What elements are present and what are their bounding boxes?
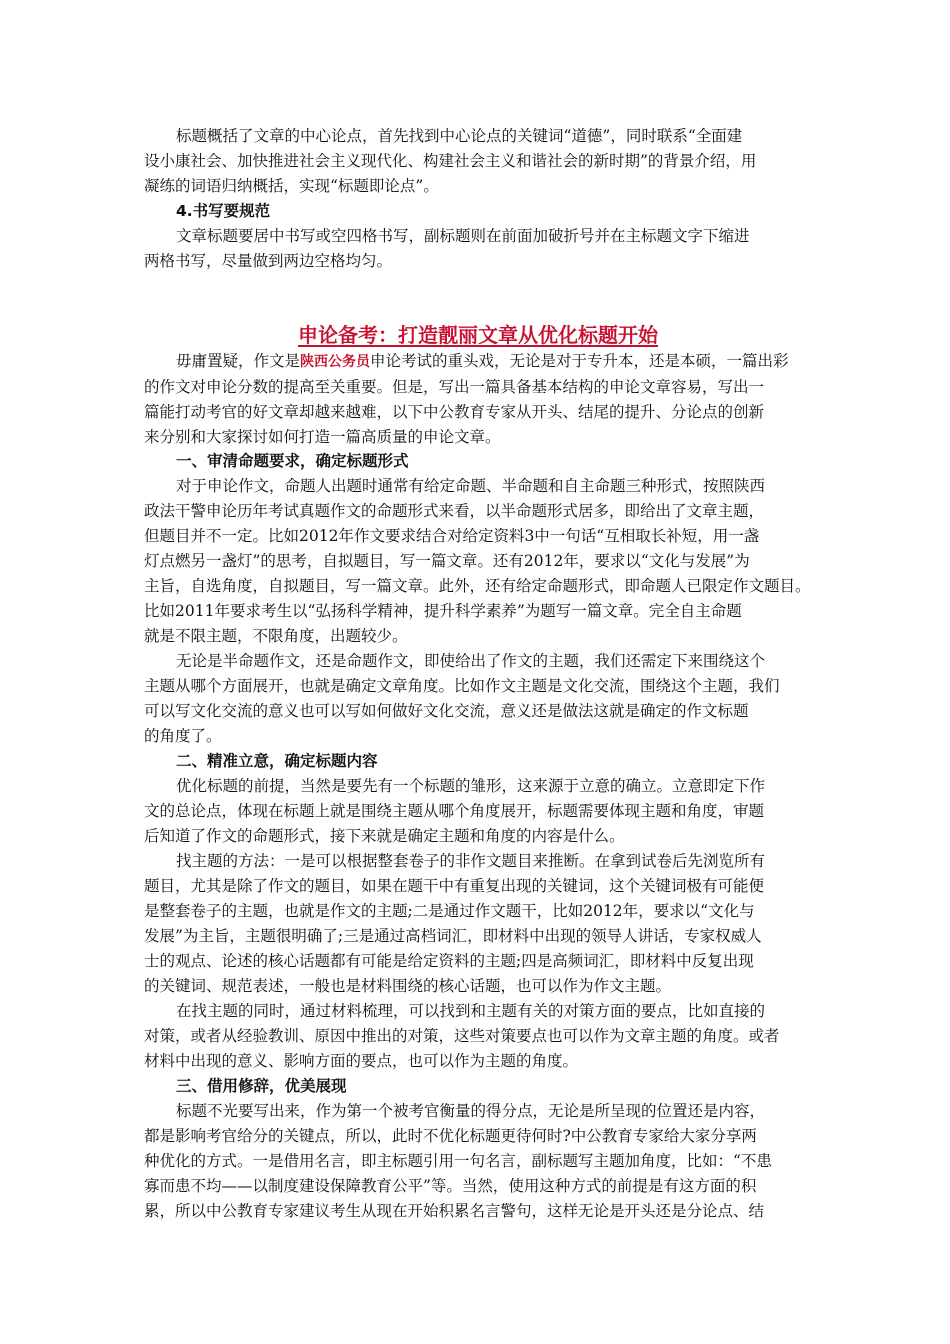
text-line: 设小康社会、加快推进社会主义现代化、构建社会主义和谐社会的新时期”的背景介绍，用 [144, 152, 757, 170]
text-line: 灯点燃另一盏灯”的思考，自拟题目，写一篇文章。还有2012年，要求以“文化与发展”为 [144, 552, 750, 570]
text-line: 发展”为主旨，主题很明确了;三是通过高档词汇，即材料中出现的领导人讲话，专家权威人 [144, 927, 762, 945]
intro-paragraph [144, 124, 812, 199]
text-line: 凝练的词语归纳概括，实现“标题即论点”。 [144, 177, 439, 195]
text-line: 政法干警申论历年考试真题作文的命题形式来看，以半命题形式居多，即给出了文章主题， [144, 502, 765, 520]
text-line: 的关键词、规范表述，一般也是材料围绕的核心话题，也可以作为作文主题。 [144, 977, 672, 995]
section-1-paragraph-1 [144, 474, 812, 649]
section-3-paragraph-1 [144, 1099, 812, 1224]
section-2-paragraph-2 [144, 849, 812, 999]
text-line: 累，所以中公教育专家建议考生从现在开始积累名言警句，这样无论是开头还是分论点、结 [144, 1202, 765, 1220]
section-2-paragraph-1 [144, 774, 812, 849]
section-2-paragraph-3 [144, 999, 812, 1074]
text-line: 但题目并不一定。比如2012年作文要求结合对给定资料3中一句话“互相取长补短，用一盏 [144, 527, 760, 545]
text-line: 标题概括了文章的中心论点，首先找到中心论点的关键词“道德”，同时联系“全面建 [176, 127, 743, 145]
text-line: 主题从哪个方面展开，也就是确定文章角度。比如作文主题是文化交流，围绕这个主题，我们 [144, 677, 780, 695]
text-line: 文章标题要居中书写或空四格书写，副标题则在前面加破折号并在主标题文字下缩进 [176, 227, 750, 245]
text-line: 题目，尤其是除了作文的题目，如果在题干中有重复出现的关键词，这个关键词极有可能便 [144, 877, 765, 895]
text-line: 寡而患不均——以制度建设保障教育公平”等。当然，使用这种方式的前提是有这方面的积 [144, 1177, 757, 1195]
text-line: 优化标题的前提，当然是要先有一个标题的雏形，这来源于立意的确立。立意即定下作 [176, 777, 766, 795]
text-line: 对于申论作文，命题人出题时通常有给定命题、半命题和自主命题三种形式，按照陕西 [176, 477, 766, 495]
text-line: 对策，或者从经验教训、原因中推出的对策，这些对策要点也可以作为文章主题的角度。或者 [144, 1027, 780, 1045]
highlight-link[interactable]: 陕西公务员 [300, 354, 371, 370]
text-segment: 申论考试的重头戏，无论是对于专升本，还是本硕，一篇出彩 [370, 352, 789, 370]
text-line: 都是影响考官给分的关键点，所以，此时不优化标题更待何时?中公教育专家给大家分享两 [144, 1127, 757, 1145]
lead-paragraph [144, 349, 812, 450]
text-line: 就是不限主题，不限角度，出题较少。 [144, 627, 408, 645]
section-heading-4: 4.书写要规范 [176, 202, 271, 220]
text-line [144, 349, 812, 375]
text-line: 后知道了作文的命题形式，接下来就是确定主题和角度的内容是什么。 [144, 827, 625, 845]
text-line: 材料中出现的意义、影响方面的要点，也可以作为主题的角度。 [144, 1052, 579, 1070]
text-line: 是整套卷子的主题，也就是作文的主题;二是通过作文题干，比如2012年，要求以“文化与 [144, 902, 755, 920]
section-4-paragraph [144, 224, 812, 274]
article-title: 申论备考：打造靓丽文章从优化标题开始 [298, 323, 658, 347]
text-line: 标题不光要写出来，作为第一个被考官衡量的得分点，无论是所呈现的位置还是内容， [176, 1102, 766, 1120]
text-line: 的角度了。 [144, 727, 222, 745]
section-heading-2: 二、精准立意，确定标题内容 [176, 752, 378, 770]
text-line: 的作文对申论分数的提高至关重要。但是，写出一篇具备基本结构的申论文章容易，写出一 [144, 378, 765, 396]
text-line: 两格书写，尽量做到两边空格均匀。 [144, 252, 393, 270]
text-line: 无论是半命题作文，还是命题作文，即使给出了作文的主题，我们还需定下来围绕这个 [176, 652, 766, 670]
text-line: 主旨，自选角度，自拟题目，写一篇文章。此外，还有给定命题形式，即命题人已限定作文题目。 [144, 577, 811, 595]
section-1-paragraph-2 [144, 649, 812, 749]
text-line: 文的总论点，体现在标题上就是围绕主题从哪个角度展开，标题需要体现主题和角度，审题 [144, 802, 765, 820]
text-line: 来分别和大家探讨如何打造一篇高质量的申论文章。 [144, 428, 501, 446]
text-line: 在找主题的同时，通过材料梳理，可以找到和主题有关的对策方面的要点，比如直接的 [176, 1002, 766, 1020]
text-segment: 毋庸置疑，作文是 [176, 352, 301, 370]
text-line: 找主题的方法：一是可以根据整套卷子的非作文题目来推断。在拿到试卷后先浏览所有 [176, 852, 766, 870]
text-line: 可以写文化交流的意义也可以写如何做好文化交流，意义还是做法这就是确定的作文标题 [144, 702, 749, 720]
text-line: 比如2011年要求考生以“弘扬科学精神，提升科学素养”为题写一篇文章。完全自主命题 [144, 602, 742, 620]
section-heading-3: 三、借用修辞，优美展现 [176, 1077, 347, 1095]
text-line: 种优化的方式。一是借用名言，即主标题引用一句名言，副标题写主题加角度，比如：“不患 [144, 1152, 772, 1170]
text-line: 篇能打动考官的好文章却越来越难，以下中公教育专家从开头、结尾的提升、分论点的创新 [144, 403, 765, 421]
section-heading-1: 一、审清命题要求，确定标题形式 [176, 452, 409, 470]
text-line: 士的观点、论述的核心话题都有可能是给定资料的主题;四是高频词汇，即材料中反复出现 [144, 952, 754, 970]
